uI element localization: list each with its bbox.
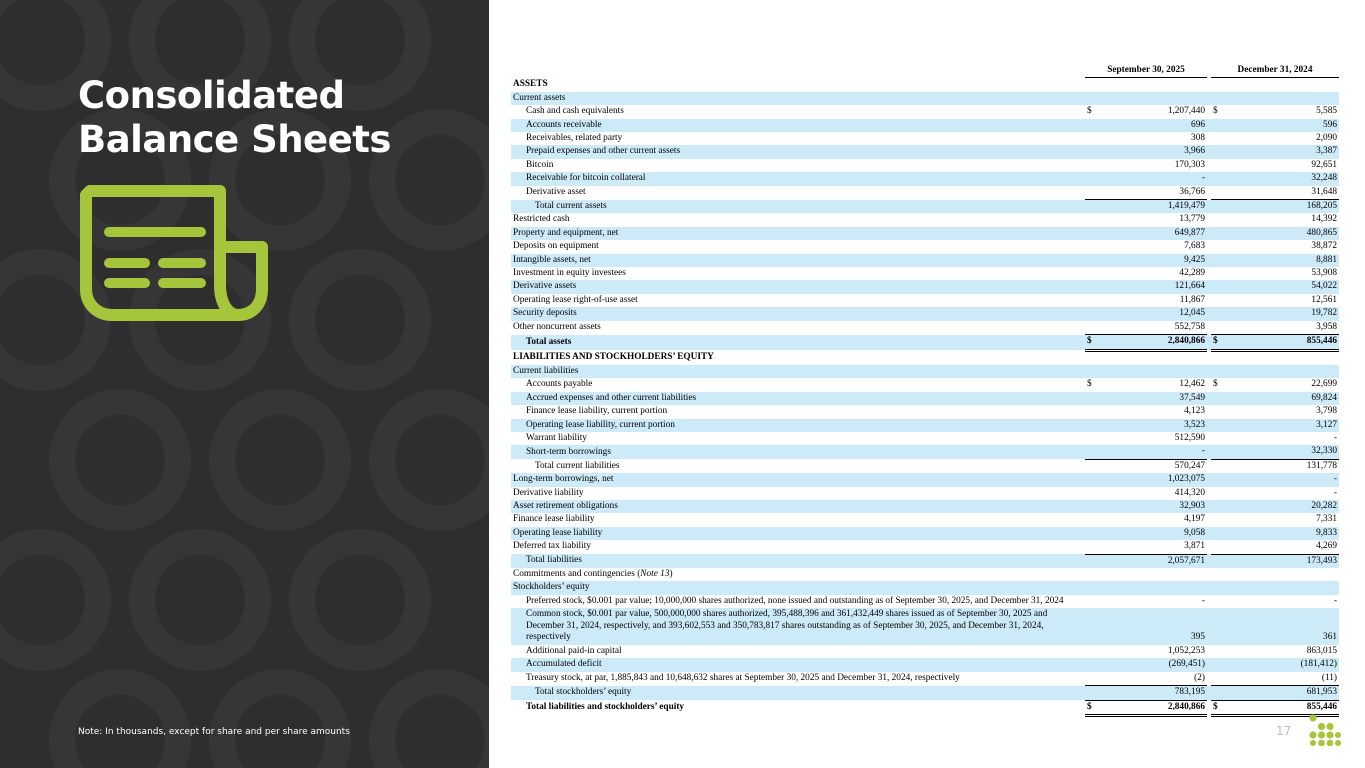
value-dec-2024: 19,782 xyxy=(1227,307,1339,320)
row-label: Asset retirement obligations xyxy=(511,500,1085,513)
value-dec-2024: 32,248 xyxy=(1227,172,1339,185)
value-dec-2024: 14,392 xyxy=(1311,214,1337,225)
row-label: Total liabilities xyxy=(511,554,1085,568)
dollar-sign-2024: $ xyxy=(1211,700,1227,715)
value-sep-2025: 170,303 xyxy=(1174,159,1205,170)
dollar-sign-2025 xyxy=(1085,540,1101,554)
table-row xyxy=(511,513,1339,526)
dollar-sign-2025 xyxy=(1085,294,1101,307)
value-sep-2025: (2) xyxy=(1194,672,1205,683)
value-sep-2025 xyxy=(1101,568,1207,581)
value-dec-2024: (11) xyxy=(1321,672,1337,683)
row-label: Operating lease liability, current portion xyxy=(511,419,1085,432)
value-sep-2025: 12,462 xyxy=(1179,379,1205,390)
table-row xyxy=(511,227,1339,240)
value-sep-2025: 395 xyxy=(1101,608,1207,645)
value-sep-2025: 7,683 xyxy=(1184,241,1205,252)
value-dec-2024: 54,022 xyxy=(1227,280,1339,293)
value-dec-2024: 855,446 xyxy=(1227,700,1339,715)
value-dec-2024: 7,331 xyxy=(1316,514,1337,525)
value-sep-2025: 3,871 xyxy=(1184,541,1205,552)
dollar-sign-2024 xyxy=(1211,445,1227,459)
table-row xyxy=(511,540,1339,554)
value-dec-2024: 38,872 xyxy=(1311,241,1337,252)
table-row xyxy=(511,700,1339,715)
row-label: Derivative assets xyxy=(511,280,1085,293)
value-sep-2025: 37,549 xyxy=(1101,392,1207,405)
value-sep-2025: - xyxy=(1101,172,1207,185)
value-sep-2025: 414,320 xyxy=(1174,487,1205,498)
row-label: Total stockholders’ equity xyxy=(511,686,1085,700)
value-dec-2024: - xyxy=(1333,432,1337,443)
dollar-sign-2025 xyxy=(1085,119,1101,132)
dollar-sign-2025 xyxy=(1085,92,1101,105)
dollar-sign-2024 xyxy=(1211,350,1227,365)
table-body xyxy=(511,78,1339,716)
value-sep-2025: - xyxy=(1201,595,1205,606)
dollar-sign-2024 xyxy=(1211,78,1227,92)
dot-grid-logo-icon xyxy=(1309,714,1341,746)
value-sep-2025: 1,052,253 xyxy=(1167,646,1205,656)
dollar-sign-2024 xyxy=(1211,540,1227,554)
value-dec-2024: 3,798 xyxy=(1316,406,1337,417)
dollar-sign-2025 xyxy=(1085,473,1101,486)
value-sep-2025: 2,057,671 xyxy=(1101,554,1207,568)
value-sep-2025: 11,867 xyxy=(1179,294,1205,305)
table-row xyxy=(511,419,1339,432)
row-label: Receivable for bitcoin collateral xyxy=(511,172,1085,185)
dollar-sign-2024: $ xyxy=(1213,106,1218,117)
table-row xyxy=(511,307,1339,320)
dollar-sign-2025 xyxy=(1085,321,1101,335)
row-label: Total liabilities and stockholders’ equity xyxy=(526,702,685,713)
table-row xyxy=(511,350,1339,365)
dollar-sign-2025 xyxy=(1085,350,1101,365)
dollar-sign-2025 xyxy=(1085,527,1101,540)
row-label xyxy=(511,568,1085,581)
value-dec-2024: 863,015 xyxy=(1306,646,1337,656)
value-sep-2025: (269,451) xyxy=(1101,658,1207,671)
dollar-sign-2025 xyxy=(1085,459,1101,473)
table-row xyxy=(511,240,1339,253)
dollar-sign-2025 xyxy=(1085,581,1101,594)
value-dec-2024: 131,778 xyxy=(1227,459,1339,473)
value-sep-2025: 1,023,075 xyxy=(1101,473,1207,486)
dollar-sign-2024 xyxy=(1211,473,1227,486)
row-label: Prepaid expenses and other current assets xyxy=(511,145,1085,158)
row-label: Current liabilities xyxy=(511,365,1085,378)
table-row xyxy=(511,280,1339,293)
dollar-sign-2024 xyxy=(1211,487,1227,500)
balance-sheet-table xyxy=(511,64,1339,717)
value-dec-2024: - xyxy=(1227,473,1339,486)
value-dec-2024: 168,205 xyxy=(1227,200,1339,214)
dollar-sign-2024 xyxy=(1211,307,1227,320)
table-row xyxy=(511,186,1339,200)
dollar-sign-2024 xyxy=(1211,581,1227,594)
value-dec-2024: 69,824 xyxy=(1227,392,1339,405)
table-row xyxy=(511,213,1339,226)
table-row xyxy=(511,672,1339,686)
row-label: Total assets xyxy=(511,335,1085,350)
dollar-sign-2024 xyxy=(1211,280,1227,293)
row-label: Common stock, $0.001 par value, 500,000,000 shares authorized, 395,488,396 and 361,432,449 shares issued as of September 30, 2025 and December 31, 2024, respectively, and 393,602,553 and 350,783,817 shares outstanding as of September 30, 2025, and December 31, 2024, respectively xyxy=(511,608,1085,645)
row-label: Receivables, related party xyxy=(526,133,623,144)
table-row xyxy=(511,487,1339,500)
dollar-sign-2024 xyxy=(1211,513,1227,526)
row-label: LIABILITIES AND STOCKHOLDERS’ EQUITY xyxy=(513,351,714,362)
value-sep-2025: 4,123 xyxy=(1184,406,1205,417)
row-label: Property and equipment, net xyxy=(511,227,1085,240)
dollar-sign-2025 xyxy=(1085,145,1101,158)
dollar-sign-2025 xyxy=(1085,595,1101,608)
table-row xyxy=(511,365,1339,378)
row-label: Restricted cash xyxy=(513,214,570,225)
table-row xyxy=(511,581,1339,594)
value-sep-2025: 3,966 xyxy=(1101,145,1207,158)
table-row xyxy=(511,294,1339,307)
row-label: Security deposits xyxy=(511,307,1085,320)
row-label: Derivative asset xyxy=(526,186,586,197)
row-label: Accounts receivable xyxy=(511,119,1085,132)
dollar-sign-2024 xyxy=(1211,686,1227,700)
value-dec-2024 xyxy=(1227,78,1339,92)
dollar-sign-2025 xyxy=(1085,554,1101,568)
dollar-sign-2024 xyxy=(1211,159,1227,172)
row-label: Treasury stock, at par, 1,885,843 and 10,648,632 shares at September 30, 2025 and December 31, 2024, respectively xyxy=(526,673,960,684)
value-sep-2025: 3,523 xyxy=(1101,419,1207,432)
row-label: Bitcoin xyxy=(526,159,554,170)
page-title xyxy=(78,74,391,162)
note-reference: Note 13 xyxy=(640,569,670,579)
dollar-sign-2024 xyxy=(1211,145,1227,158)
dollar-sign-2024 xyxy=(1211,405,1227,418)
value-sep-2025: 2,840,866 xyxy=(1101,335,1207,350)
dollar-sign-2025: $ xyxy=(1087,106,1092,117)
dollar-sign-2025 xyxy=(1085,240,1101,253)
dollar-sign-2025 xyxy=(1085,307,1101,320)
row-label: ASSETS xyxy=(513,79,548,90)
dollar-sign-2025 xyxy=(1085,487,1101,500)
dollar-sign-2024 xyxy=(1211,365,1227,378)
value-sep-2025: 4,197 xyxy=(1184,514,1205,525)
dollar-sign-2025 xyxy=(1085,645,1101,658)
dollar-sign-2024: $ xyxy=(1213,379,1218,390)
value-sep-2025: 36,766 xyxy=(1179,186,1205,197)
value-sep-2025: 9,058 xyxy=(1101,527,1207,540)
dollar-sign-2024 xyxy=(1211,186,1227,200)
dollar-sign-2025 xyxy=(1085,513,1101,526)
row-label: Deferred tax liability xyxy=(513,541,591,552)
dollar-sign-2024 xyxy=(1211,672,1227,686)
dollar-sign-2024 xyxy=(1211,267,1227,280)
value-dec-2024: 12,561 xyxy=(1311,294,1337,305)
table-row xyxy=(511,335,1339,350)
table-row xyxy=(511,473,1339,486)
dollar-sign-2024 xyxy=(1211,419,1227,432)
document-icon xyxy=(78,185,270,321)
table-row xyxy=(511,608,1339,645)
dollar-sign-2025 xyxy=(1085,200,1101,214)
table-row xyxy=(511,267,1339,280)
value-sep-2025 xyxy=(1101,350,1207,365)
row-label: Short-term borrowings xyxy=(511,445,1085,459)
value-dec-2024: 173,493 xyxy=(1227,554,1339,568)
dollar-sign-2024 xyxy=(1211,608,1227,645)
dollar-sign-2025 xyxy=(1085,280,1101,293)
value-dec-2024: 681,953 xyxy=(1227,686,1339,700)
value-sep-2025: 121,664 xyxy=(1101,280,1207,293)
value-dec-2024: 3,127 xyxy=(1227,419,1339,432)
dollar-sign-2024 xyxy=(1211,432,1227,445)
dollar-sign-2025 xyxy=(1085,213,1101,226)
value-dec-2024 xyxy=(1227,350,1339,365)
value-sep-2025: 13,779 xyxy=(1179,214,1205,225)
row-label: Warrant liability xyxy=(526,432,587,443)
dollar-sign-2025 xyxy=(1085,267,1101,280)
row-label: Cash and cash equivalents xyxy=(526,106,624,117)
row-label-text: Commitments and contingencies ( xyxy=(513,569,641,579)
value-dec-2024: 20,282 xyxy=(1227,500,1339,513)
dollar-sign-2024 xyxy=(1211,227,1227,240)
value-dec-2024: 9,833 xyxy=(1227,527,1339,540)
value-dec-2024: 31,648 xyxy=(1311,186,1337,197)
row-label: Derivative liability xyxy=(513,487,584,498)
table-row xyxy=(511,595,1339,608)
table-row xyxy=(511,686,1339,700)
dollar-sign-2025 xyxy=(1085,419,1101,432)
dollar-sign-2025 xyxy=(1085,159,1101,172)
value-dec-2024 xyxy=(1227,365,1339,378)
value-dec-2024 xyxy=(1227,568,1339,581)
value-dec-2024: 5,585 xyxy=(1316,106,1337,117)
dollar-sign-2025 xyxy=(1085,186,1101,200)
table-row xyxy=(511,321,1339,335)
table-row xyxy=(511,658,1339,671)
value-dec-2024: (181,412) xyxy=(1227,658,1339,671)
dollar-sign-2024 xyxy=(1211,321,1227,335)
row-label: Accumulated deficit xyxy=(511,658,1085,671)
value-dec-2024: 3,958 xyxy=(1316,321,1337,332)
value-dec-2024: - xyxy=(1333,595,1337,606)
value-dec-2024: 53,908 xyxy=(1311,268,1337,279)
value-dec-2024: 596 xyxy=(1227,119,1339,132)
row-label: Other noncurrent assets xyxy=(513,321,601,332)
table-row xyxy=(511,92,1339,105)
value-sep-2025: 696 xyxy=(1101,119,1207,132)
row-label: Total current assets xyxy=(511,200,1085,214)
table-row xyxy=(511,132,1339,145)
value-dec-2024: 8,881 xyxy=(1227,254,1339,267)
dollar-sign-2025 xyxy=(1085,608,1101,645)
dollar-sign-2025 xyxy=(1085,686,1101,700)
value-sep-2025: 2,840,866 xyxy=(1101,700,1207,715)
dollar-sign-2025 xyxy=(1085,432,1101,445)
table-row xyxy=(511,432,1339,445)
value-dec-2024 xyxy=(1227,581,1339,594)
value-sep-2025: 1,207,440 xyxy=(1167,106,1205,117)
value-sep-2025 xyxy=(1101,78,1207,92)
column-header-dec-2024: December 31, 2024 xyxy=(1211,64,1339,78)
value-sep-2025: 12,045 xyxy=(1101,307,1207,320)
dollar-sign-2024 xyxy=(1211,132,1227,145)
value-sep-2025: 552,758 xyxy=(1174,321,1205,332)
table-row xyxy=(511,568,1339,581)
footnote: Note: In thousands, except for share and per share amounts xyxy=(78,727,350,737)
table-row xyxy=(511,200,1339,214)
dollar-sign-2025 xyxy=(1085,227,1101,240)
value-dec-2024: 22,699 xyxy=(1311,379,1337,390)
value-dec-2024: 480,865 xyxy=(1227,227,1339,240)
dollar-sign-2024 xyxy=(1211,254,1227,267)
table-row xyxy=(511,554,1339,568)
dollar-sign-2024 xyxy=(1211,459,1227,473)
dollar-sign-2024 xyxy=(1211,658,1227,671)
row-label: Current assets xyxy=(511,92,1085,105)
header-spacer xyxy=(511,64,1085,78)
row-label: Long-term borrowings, net xyxy=(511,473,1085,486)
dollar-sign-2024 xyxy=(1211,500,1227,513)
value-sep-2025: 512,590 xyxy=(1174,432,1205,443)
dollar-sign-2024 xyxy=(1211,92,1227,105)
value-sep-2025 xyxy=(1101,92,1207,105)
dollar-sign-2025 xyxy=(1085,78,1101,92)
value-sep-2025: - xyxy=(1101,445,1207,459)
dollar-sign-2024 xyxy=(1211,595,1227,608)
dollar-sign-2024 xyxy=(1211,240,1227,253)
table-row xyxy=(511,459,1339,473)
value-sep-2025: 783,195 xyxy=(1101,686,1207,700)
table-row xyxy=(511,378,1339,391)
dollar-sign-2024 xyxy=(1211,392,1227,405)
value-dec-2024: 2,090 xyxy=(1316,133,1337,144)
value-sep-2025: 42,289 xyxy=(1179,268,1205,279)
dollar-sign-2024: $ xyxy=(1211,335,1227,350)
column-header-sep-2025: September 30, 2025 xyxy=(1085,64,1207,78)
row-label: Additional paid-in capital xyxy=(526,646,622,656)
row-label: Preferred stock, $0.001 par value; 10,000,000 shares authorized, none issued and outstanding as of September 30, 2025, and December 31, 2024 xyxy=(526,595,1064,606)
dollar-sign-2024 xyxy=(1211,119,1227,132)
table-row xyxy=(511,500,1339,513)
value-sep-2025 xyxy=(1101,365,1207,378)
table-row xyxy=(511,445,1339,459)
dollar-sign-2024 xyxy=(1211,294,1227,307)
dollar-sign-2025 xyxy=(1085,568,1101,581)
dollar-sign-2024 xyxy=(1211,527,1227,540)
table-row xyxy=(511,105,1339,118)
row-label: Operating lease right-of-use asset xyxy=(513,294,638,305)
row-label-suffix: ) xyxy=(669,569,673,579)
value-sep-2025: 570,247 xyxy=(1101,459,1207,473)
dollar-sign-2024 xyxy=(1211,554,1227,568)
dollar-sign-2025 xyxy=(1085,392,1101,405)
title-line-2: Balance Sheets xyxy=(78,118,391,161)
row-label: Deposits on equipment xyxy=(513,241,599,252)
row-label: Stockholders’ equity xyxy=(511,581,1085,594)
row-label: Total current liabilities xyxy=(535,460,620,471)
dollar-sign-2024 xyxy=(1211,172,1227,185)
dollar-sign-2025 xyxy=(1085,672,1101,686)
dollar-sign-2024 xyxy=(1211,568,1227,581)
value-dec-2024: 3,387 xyxy=(1227,145,1339,158)
table-row xyxy=(511,645,1339,658)
table-row xyxy=(511,527,1339,540)
value-sep-2025: 308 xyxy=(1191,133,1205,144)
row-label: Investment in equity investees xyxy=(513,268,626,279)
dollar-sign-2024 xyxy=(1211,645,1227,658)
value-dec-2024: 32,330 xyxy=(1227,445,1339,459)
balance-sheet-table-container xyxy=(511,64,1339,717)
value-sep-2025: 9,425 xyxy=(1101,254,1207,267)
dollar-sign-2025: $ xyxy=(1087,379,1092,390)
table-row xyxy=(511,119,1339,132)
dollar-sign-2025 xyxy=(1085,500,1101,513)
row-label: Operating lease liability xyxy=(511,527,1085,540)
value-dec-2024: 92,651 xyxy=(1311,159,1337,170)
row-label: Finance lease liability xyxy=(513,514,595,525)
dollar-sign-2025 xyxy=(1085,254,1101,267)
dollar-sign-2025: $ xyxy=(1085,700,1101,715)
table-row xyxy=(511,392,1339,405)
title-line-1: Consolidated xyxy=(78,74,345,117)
table-row xyxy=(511,405,1339,418)
value-dec-2024: 361 xyxy=(1227,608,1339,645)
row-label: Accounts payable xyxy=(526,379,593,390)
dollar-sign-2024 xyxy=(1211,200,1227,214)
value-sep-2025: 649,877 xyxy=(1101,227,1207,240)
dollar-sign-2025: $ xyxy=(1085,335,1101,350)
value-sep-2025 xyxy=(1101,581,1207,594)
left-panel xyxy=(0,0,489,768)
row-label: Accrued expenses and other current liabilities xyxy=(511,392,1085,405)
value-sep-2025: 1,419,479 xyxy=(1101,200,1207,214)
dollar-sign-2024 xyxy=(1211,213,1227,226)
value-dec-2024 xyxy=(1227,92,1339,105)
value-sep-2025: 32,903 xyxy=(1101,500,1207,513)
table-row xyxy=(511,159,1339,172)
table-header-row xyxy=(511,64,1339,78)
table-row xyxy=(511,172,1339,185)
page-number: 17 xyxy=(1276,724,1292,738)
dollar-sign-2025 xyxy=(1085,132,1101,145)
dollar-sign-2025 xyxy=(1085,405,1101,418)
value-dec-2024: - xyxy=(1333,487,1337,498)
row-label: Intangible assets, net xyxy=(511,254,1085,267)
value-dec-2024: 855,446 xyxy=(1227,335,1339,350)
table-row xyxy=(511,145,1339,158)
row-label: Finance lease liability, current portion xyxy=(526,406,668,417)
dollar-sign-2025 xyxy=(1085,172,1101,185)
table-row xyxy=(511,78,1339,92)
dollar-sign-2025 xyxy=(1085,445,1101,459)
dollar-sign-2025 xyxy=(1085,365,1101,378)
value-dec-2024: 4,269 xyxy=(1316,541,1337,552)
dollar-sign-2025 xyxy=(1085,658,1101,671)
table-row xyxy=(511,254,1339,267)
